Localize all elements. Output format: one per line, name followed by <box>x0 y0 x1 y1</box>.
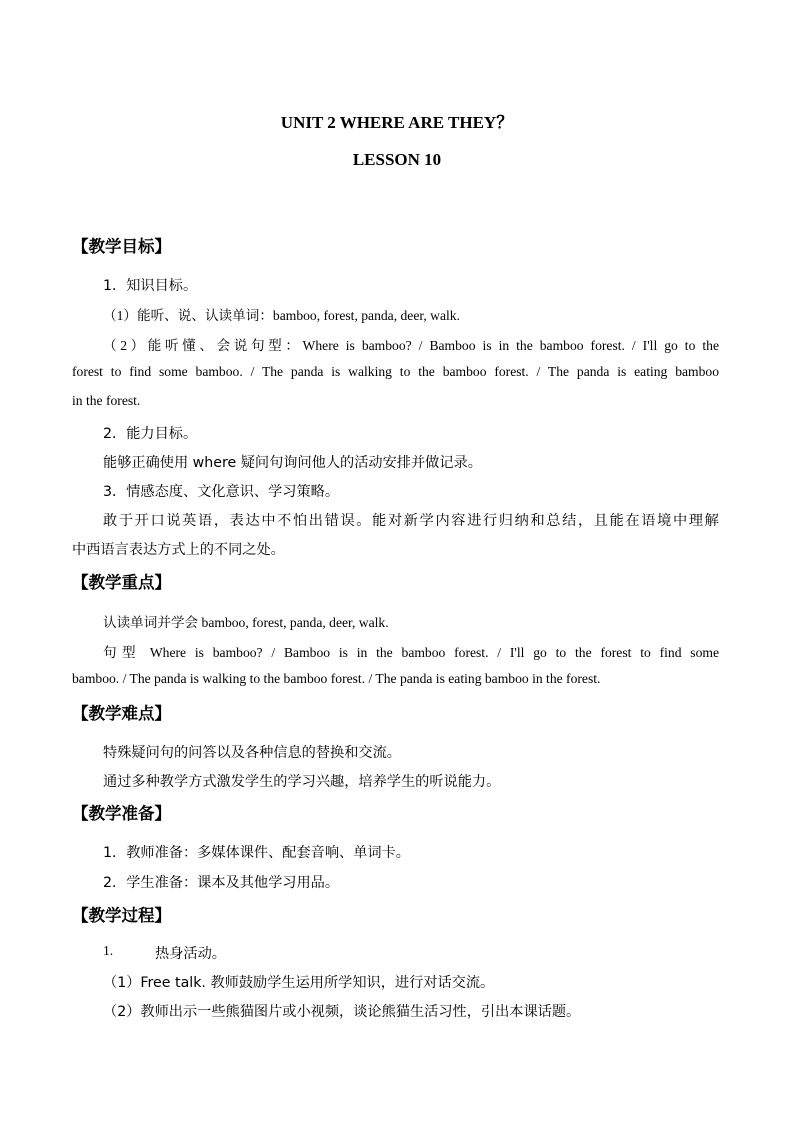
objective-knowledge: 1．知识目标。 <box>103 278 198 294</box>
heading-key-points: 【教学重点】 <box>72 573 171 592</box>
heading-preparation: 【教学准备】 <box>72 804 171 823</box>
objective-sentences-line3: in the forest. <box>72 393 141 408</box>
difficulties-line2: 通过多种教学方式激发学生的学习兴趣，培养学生的听说能力。 <box>103 774 501 790</box>
difficulties-line1: 特殊疑问句的问答以及各种信息的替换和交流。 <box>103 745 401 761</box>
key-points-line3: bamboo. / The panda is walking to the bamboo forest. / The panda is eating bamboo in the forest. <box>72 671 601 686</box>
process-step1b: （2）教师出示一些熊猫图片或小视频，谈论熊猫生活习性，引出本课话题。 <box>103 1004 581 1020</box>
objective-ability-text: 能够正确使用 where 疑问句询问他人的活动安排并做记录。 <box>103 455 482 471</box>
heading-process: 【教学过程】 <box>72 906 171 925</box>
objective-affect-line1: 敢于开口说英语，表达中不怕出错误。能对新学内容进行归纳和总结，且能在语境中理解 <box>103 513 719 529</box>
lesson-title: LESSON 10 <box>352 150 442 169</box>
objective-sentences-line1: （2）能听懂、会说句型：Where is bamboo? / Bamboo is in the bamboo forest. / I'll go to the <box>103 338 719 353</box>
heading-difficulties: 【教学难点】 <box>72 704 171 723</box>
objective-sentences-line2: forest to find some bamboo. / The panda is walking to the bamboo forest. / The panda is eating bamboo <box>72 364 719 379</box>
unit-title: UNIT 2 WHERE ARE THEY？ <box>280 113 514 132</box>
process-step1a: （1）Free talk. 教师鼓励学生运用所学知识，进行对话交流。 <box>103 975 495 991</box>
objective-ability: 2．能力目标。 <box>103 426 198 442</box>
objective-affect: 3．情感态度、文化意识、学习策略。 <box>103 484 340 500</box>
heading-objectives: 【教学目标】 <box>72 237 171 256</box>
key-points-line2: 句型 Where is bamboo? / Bamboo is in the bamboo forest. / I'll go to the forest to find some <box>103 645 719 660</box>
preparation-teacher: 1．教师准备：多媒体课件、配套音响、单词卡。 <box>103 845 410 861</box>
key-points-line1: 认读单词并学会 bamboo, forest, panda, deer, walk. <box>103 615 389 630</box>
objective-vocab: （1）能听、说、认读单词：bamboo, forest, panda, deer, walk. <box>103 308 460 323</box>
process-step1-number: 1. <box>103 943 114 958</box>
objective-affect-line2: 中西语言表达方式上的不同之处。 <box>72 542 285 558</box>
process-step1-title: 热身活动。 <box>155 946 226 962</box>
preparation-student: 2．学生准备：课本及其他学习用品。 <box>103 875 340 891</box>
